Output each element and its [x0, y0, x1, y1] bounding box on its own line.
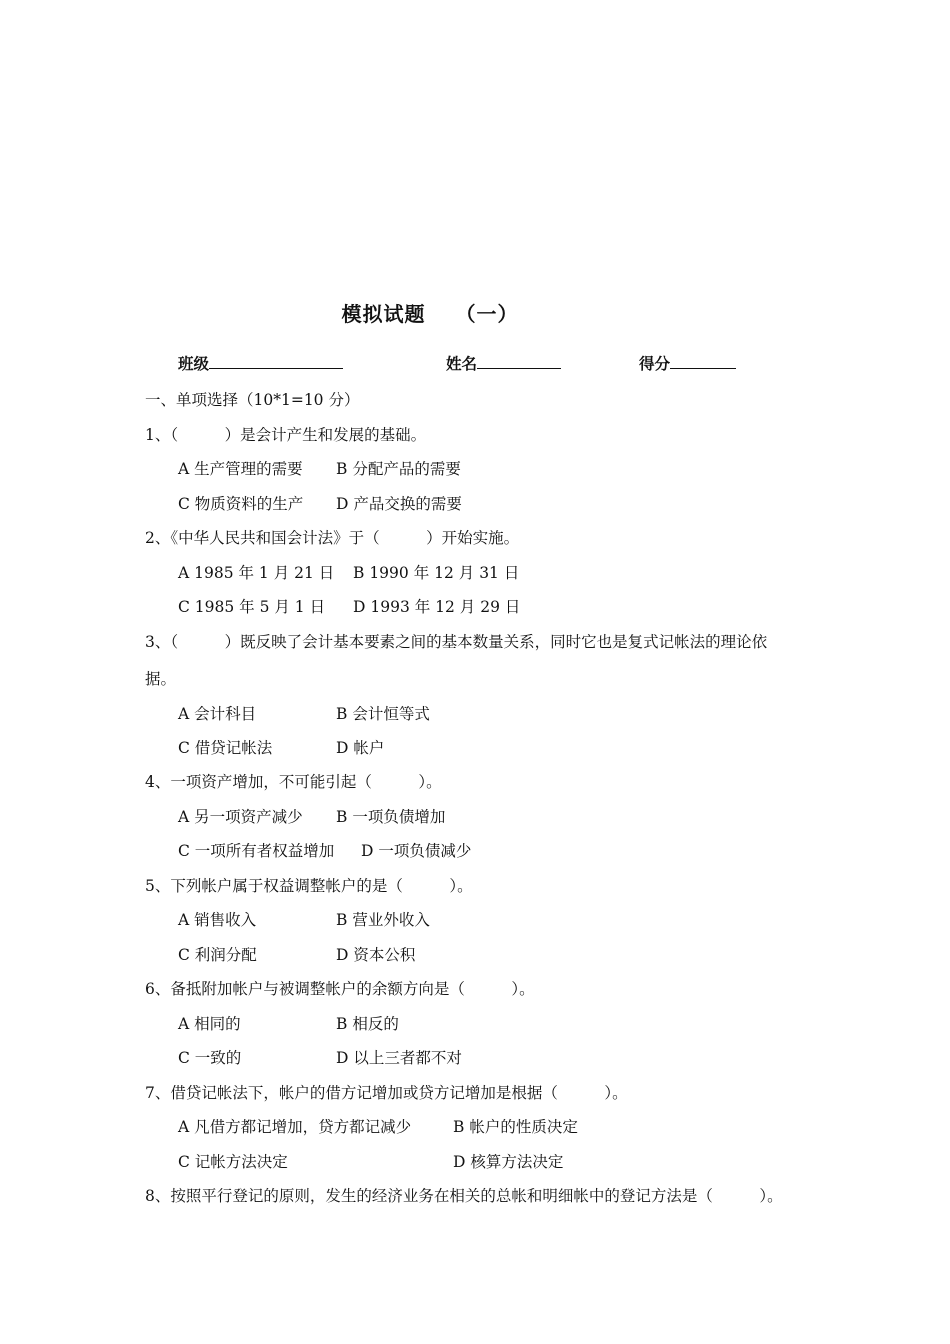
class-field — [178, 352, 343, 374]
option[interactable]: B 相反的 — [336, 1015, 399, 1033]
question-3-options-row-1 — [178, 702, 818, 724]
question-6-options-row-2 — [178, 1046, 818, 1068]
question-7-stem: 7、借贷记帐法下，帐户的借方记增加或贷方记增加是根据（ ）。 — [145, 1084, 628, 1102]
question-2-stem: 2、《中华人民共和国会计法》于（ ）开始实施。 — [145, 529, 520, 547]
score-label: 得分 — [639, 355, 671, 373]
option[interactable]: A 生产管理的需要 — [178, 460, 303, 478]
option[interactable]: C 借贷记帐法 — [178, 739, 273, 757]
option[interactable]: D 一项负债减少 — [361, 842, 472, 860]
question-4-stem: 4、一项资产增加，不可能引起（ ）。 — [145, 773, 442, 791]
option[interactable]: A 另一项资产减少 — [178, 808, 303, 826]
exam-title-number: （一） — [455, 302, 519, 326]
option[interactable]: B 1990 年 12 月 31 日 — [353, 564, 520, 582]
option[interactable]: C 利润分配 — [178, 946, 257, 964]
name-blank[interactable] — [477, 352, 561, 369]
question-4-options-row-2 — [178, 839, 818, 861]
option[interactable]: B 帐户的性质决定 — [453, 1118, 578, 1136]
option[interactable]: D 帐户 — [336, 739, 385, 757]
score-blank[interactable] — [670, 352, 736, 369]
class-blank[interactable] — [209, 352, 343, 369]
option[interactable]: A 会计科目 — [178, 705, 257, 723]
question-4-options-row-1 — [178, 805, 818, 827]
name-label: 姓名 — [446, 355, 478, 373]
option[interactable]: B 会计恒等式 — [336, 705, 430, 723]
question-6-options-row-1 — [178, 1012, 818, 1034]
option[interactable]: A 1985 年 1 月 21 日 — [178, 564, 335, 582]
class-label: 班级 — [178, 355, 210, 373]
question-2-options-row-1 — [178, 561, 818, 583]
question-5-options-row-2 — [178, 943, 818, 965]
option[interactable]: D 1993 年 12 月 29 日 — [353, 598, 521, 616]
question-1-stem: 1、（ ）是会计产生和发展的基础。 — [145, 426, 427, 444]
section-heading: 一、单项选择（10*1=10 分） — [145, 391, 360, 409]
exam-title — [0, 298, 860, 327]
option[interactable]: D 资本公积 — [336, 946, 416, 964]
option[interactable]: B 一项负债增加 — [336, 808, 446, 826]
question-3-stem-continued: 据。 — [145, 670, 177, 688]
option[interactable]: A 相同的 — [178, 1015, 241, 1033]
option[interactable]: B 分配产品的需要 — [336, 460, 461, 478]
option[interactable]: A 凡借方都记增加，贷方都记减少 — [178, 1118, 412, 1136]
option[interactable]: D 以上三者都不对 — [336, 1049, 462, 1067]
student-info-row — [178, 352, 818, 376]
option[interactable]: C 记帐方法决定 — [178, 1153, 288, 1171]
question-3-options-row-2 — [178, 736, 818, 758]
option[interactable]: C 1985 年 5 月 1 日 — [178, 598, 326, 616]
name-field — [446, 352, 561, 374]
exam-title-main: 模拟试题 — [341, 302, 426, 326]
option[interactable]: A 销售收入 — [178, 911, 257, 929]
question-5-stem: 5、下列帐户属于权益调整帐户的是（ ）。 — [145, 877, 473, 895]
option[interactable]: C 一致的 — [178, 1049, 242, 1067]
question-7-options-row-2 — [178, 1150, 818, 1172]
question-2-options-row-2 — [178, 595, 818, 617]
question-1-options-row-1 — [178, 457, 818, 479]
question-3-stem: 3、（ ）既反映了会计基本要素之间的基本数量关系，同时它也是复式记帐法的理论依 — [145, 633, 768, 651]
option[interactable]: C 一项所有者权益增加 — [178, 842, 335, 860]
option[interactable]: C 物质资料的生产 — [178, 495, 304, 513]
question-7-options-row-1 — [178, 1115, 818, 1137]
score-field — [639, 352, 736, 374]
option[interactable]: D 产品交换的需要 — [336, 495, 462, 513]
question-1-options-row-2 — [178, 492, 818, 514]
option[interactable]: B 营业外收入 — [336, 911, 430, 929]
question-5-options-row-1 — [178, 908, 818, 930]
option[interactable]: D 核算方法决定 — [453, 1153, 564, 1171]
question-6-stem: 6、备抵附加帐户与被调整帐户的余额方向是（ ）。 — [145, 980, 535, 998]
question-8-stem: 8、按照平行登记的原则，发生的经济业务在相关的总帐和明细帐中的登记方法是（ ）。 — [145, 1187, 783, 1205]
